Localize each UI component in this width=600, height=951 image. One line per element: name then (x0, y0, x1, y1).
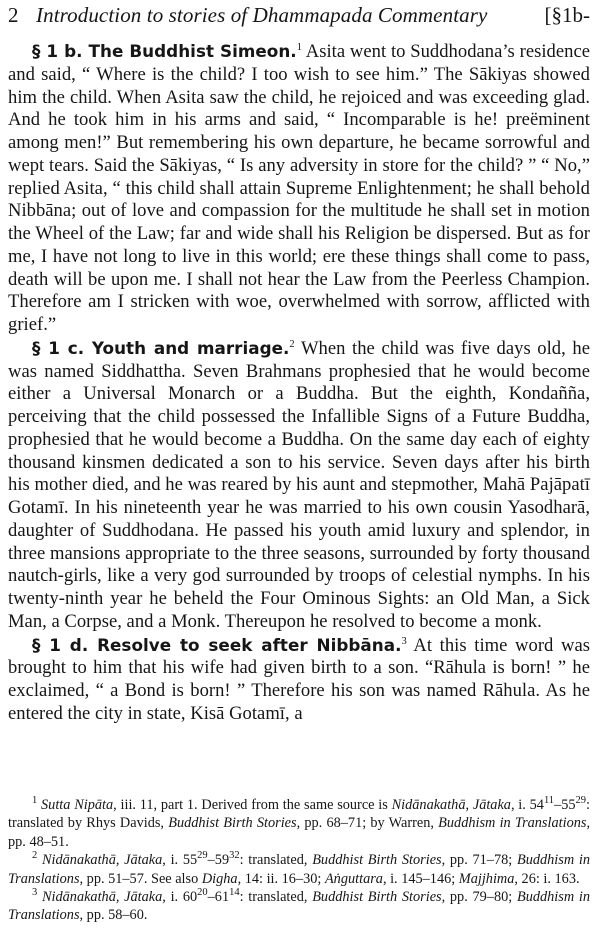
body-text (8, 40, 590, 726)
footnote-2: $^2$ Nidānakathā, Jātaka, i. $55^{29}-59^{32}$: translated, Buddhist Birth Stories, pp. 71–78; Buddhism in Translations, pp. 51–57. See also Digha, 14: ii. 16–30; Aṅguttara, i. 145–146; Majjhima, 26: i. 163. (8, 850, 591, 887)
section-heading: § 1 d. Resolve to seek after Nibbāna. (32, 634, 402, 655)
paragraph-text: At this time word was brought to him that his wife had given birth to a son. “Rāhula is born! ” he exclaimed, “ a Bond is born! ” Therefore his son was named Rāhula. As he entered the city in state, Kisā Gotamī, a (8, 634, 590, 724)
footnote-marker: 3 (401, 635, 407, 647)
paragraph-text: When the child was five days old, he was named Siddhattha. Seven Brahmans prophesied that he would become either a Universal Monarch or a Buddha. But the eighth, Kondañña, perceiving that the child possessed the Infallible Signs of a Future Buddha, prophesied that he would become a Buddha. On the same day each of eighty thousand kinsmen dedicated a son to his service. Seven days after his birth his mother died, and he was reared by his aunt and stepmother, Mahā Pajāpatī Gotamī. In his nineteenth year he was married to his own cousin Yasodharā, daughter of Suddhodana. He passed his youth amid luxury and splendor, in three mansions appropriate to the three seasons, surrounded by forty thousand nautch-girls, like a very god surrounded by troops of celestial nymphs. In his twenty-ninth year he beheld the Four Ominous Sights: an Old Man, a Sick Man, a Corpse, and a Monk. Thereupon he resolved to become a monk. (8, 337, 591, 632)
paragraph-youth-and-marriage (8, 337, 590, 634)
paragraph-buddhist-simeon (8, 40, 590, 337)
footnote-marker: 1 (296, 41, 302, 53)
footnote-3: $^3$ Nidānakathā, Jātaka, i. $60^{20}-61^{14}$: translated, Buddhist Birth Stories, pp. 79–80; Buddhism in Translations, pp. 58–60. (8, 887, 591, 924)
page-number: 2 (8, 3, 19, 27)
paragraph-resolve-nibbana (8, 634, 590, 726)
running-title: Introduction to stories of Dhammapada Commentary (36, 3, 488, 27)
section-reference: [§1b- (544, 3, 590, 27)
section-heading: § 1 c. Youth and marriage. (32, 337, 290, 358)
paragraph-text: Asita went to Suddhodana’s residence and said, “ Where is the child? I too wish to see him.” The Sākiyas showed him the child. When Asita saw the child, he rejoiced and was exceeding glad. And he took him in his arms and said, “ Incomparable is he! preëminent among men!” But remembering his own departure, he became sorrowful and wept tears. Said the Sākiyas, “ Is any adversity in store for the child? ” “ No,” replied Asita, “ this child shall attain Supreme Enlightenment; he shall behold Nibbāna; out of love and compassion for the multitude he shall set in motion the Wheel of the Law; far and wide shall his Religion be dispersed. But as for me, I have not long to live in this world; ere these things shall come to pass, death will be upon me. I shall not hear the Law from the Peerless Champion. Therefore am I stricken with woe, overwhelmed with sorrow, afflicted with grief.” (8, 41, 590, 335)
section-heading: § 1 b. The Buddhist Simeon. (32, 41, 297, 61)
running-header (8, 2, 590, 28)
footnotes (8, 796, 590, 925)
footnote-marker: 2 (289, 338, 295, 350)
footnote-1: $^1$ Sutta Nipāta, iii. 11, part 1. Derived from the same source is Nidānakathā, Jātaka, i. $54^{11}-55^{29}$: translated by Rhys Davids, Buddhist Birth Stories, pp. 68–71; by Warren, Buddhism in Translations, pp. 48–51. (8, 795, 591, 850)
